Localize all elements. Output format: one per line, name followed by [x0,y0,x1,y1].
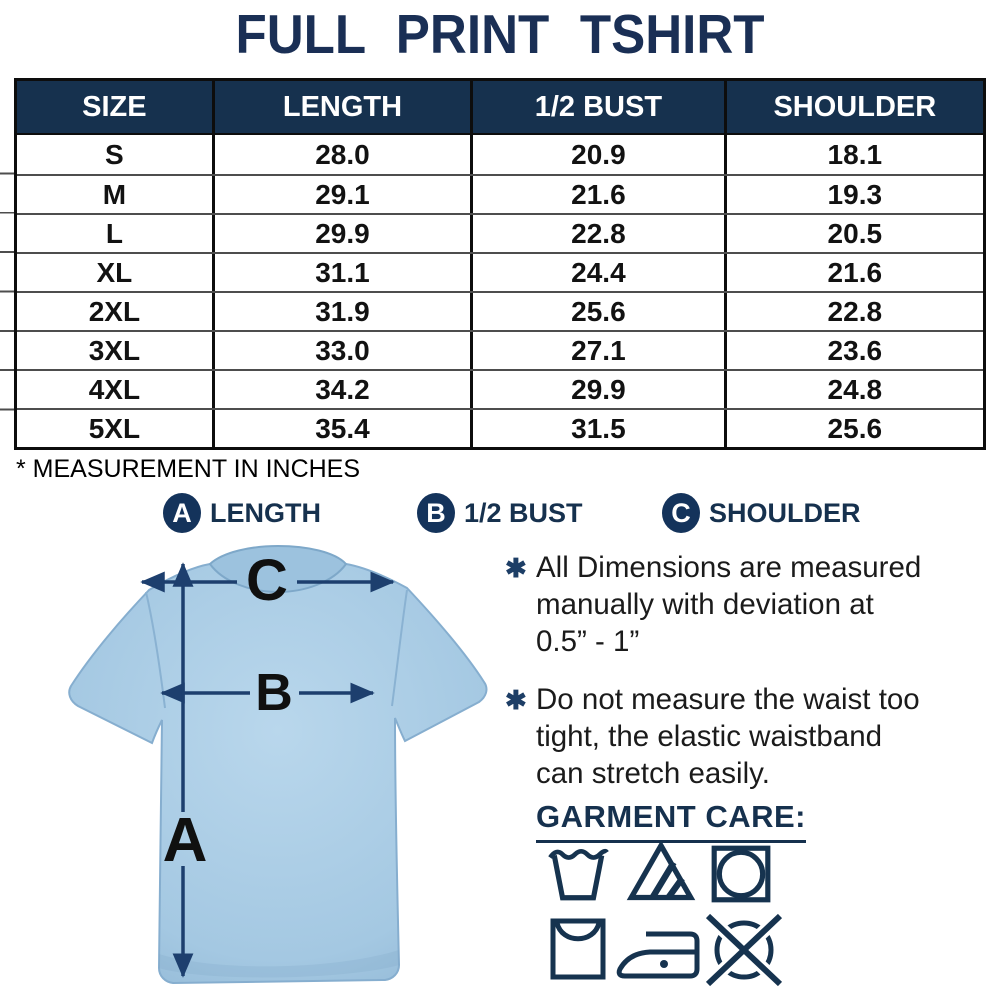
badge-c: C [662,493,700,533]
bust-cell: 24.4 [470,254,723,291]
tshirt-diagram [55,530,500,1000]
bust-cell: 29.9 [470,371,723,408]
bust-cell: 25.6 [470,293,723,330]
size-cell: L [105,217,123,249]
column-header-length: LENGTH [212,81,470,133]
machine-wash-icon [545,843,611,903]
note-line: Do not measure the waist too [536,683,920,716]
note-line: can stretch easily. [536,757,770,790]
legend-item-length [163,493,321,533]
table-row [17,330,983,369]
table-row [17,252,983,291]
legend-label-bust: 1/2 BUST [464,497,583,528]
length-cell: 28.0 [212,135,470,174]
shoulder-cell: 22.8 [724,293,983,330]
size-cell: M [102,178,127,210]
table-row [17,408,983,447]
asterisk-bullet-icon: ✱ [505,553,527,583]
shoulder-cell: 25.6 [724,410,983,447]
bust-cell: 31.5 [470,410,723,447]
bust-cell: 21.6 [470,176,723,213]
bust-cell: 20.9 [470,135,723,174]
non-chlorine-bleach-icon [626,839,696,903]
length-cell: 31.1 [212,254,470,291]
length-cell: 29.1 [212,176,470,213]
legend-label-length: LENGTH [210,497,321,528]
measurement-footnote: * MEASUREMENT IN INCHES [16,455,361,483]
size-cell: S [105,138,124,170]
asterisk-bullet-icon: ✱ [505,685,527,715]
note-line: manually with deviation at [536,588,874,621]
do-not-dry-clean-icon [694,906,794,994]
note-line: tight, the elastic waistband [536,720,883,753]
shoulder-cell: 19.3 [724,176,983,213]
column-header-size: SIZE [82,90,147,123]
note-line: All Dimensions are measured [536,551,922,584]
length-cell: 33.0 [212,332,470,369]
legend-item-bust [417,493,583,533]
length-cell: 29.9 [212,215,470,252]
size-cell: 2XL [88,295,141,327]
shoulder-cell: 20.5 [724,215,983,252]
table-row-divider-bleed [0,135,14,448]
letter-b: B [255,664,293,722]
table-row [17,369,983,408]
table-row [17,213,983,252]
column-header-shoulder: SHOULDER [724,81,983,133]
tumble-dry-icon [708,843,774,905]
table-row [17,291,983,330]
size-cell: XL [96,256,133,288]
bust-cell: 22.8 [470,215,723,252]
length-cell: 31.9 [212,293,470,330]
drip-dry-icon [546,913,610,985]
length-cell: 34.2 [212,371,470,408]
shoulder-cell: 18.1 [724,135,983,174]
length-cell: 35.4 [212,410,470,447]
size-cell: 4XL [88,373,141,405]
note-measurement-deviation [505,549,998,660]
table-body [17,135,983,447]
shoulder-cell: 24.8 [724,371,983,408]
note-waist-measurement [505,681,998,792]
badge-a: A [163,493,201,533]
size-cell: 5XL [88,412,141,444]
iron-icon [612,922,704,984]
table-header-row [17,81,983,135]
shoulder-cell: 23.6 [724,332,983,369]
legend-item-shoulder [662,493,861,533]
note-line: 0.5” - 1” [536,625,640,658]
legend-label-shoulder: SHOULDER [709,497,861,528]
garment-care-heading: GARMENT CARE: [536,799,806,843]
column-header-bust: 1/2 BUST [470,81,723,133]
letter-c: C [246,548,288,613]
tshirt-illustration [55,530,500,1000]
size-table [14,78,986,450]
badge-b: B [417,493,455,533]
bust-cell: 27.1 [470,332,723,369]
shoulder-cell: 21.6 [724,254,983,291]
page-title: FULL PRINT TSHIRT [235,3,765,65]
size-cell: 3XL [88,334,141,366]
letter-a: A [162,806,208,875]
table-row [17,174,983,213]
table-row [17,135,983,174]
